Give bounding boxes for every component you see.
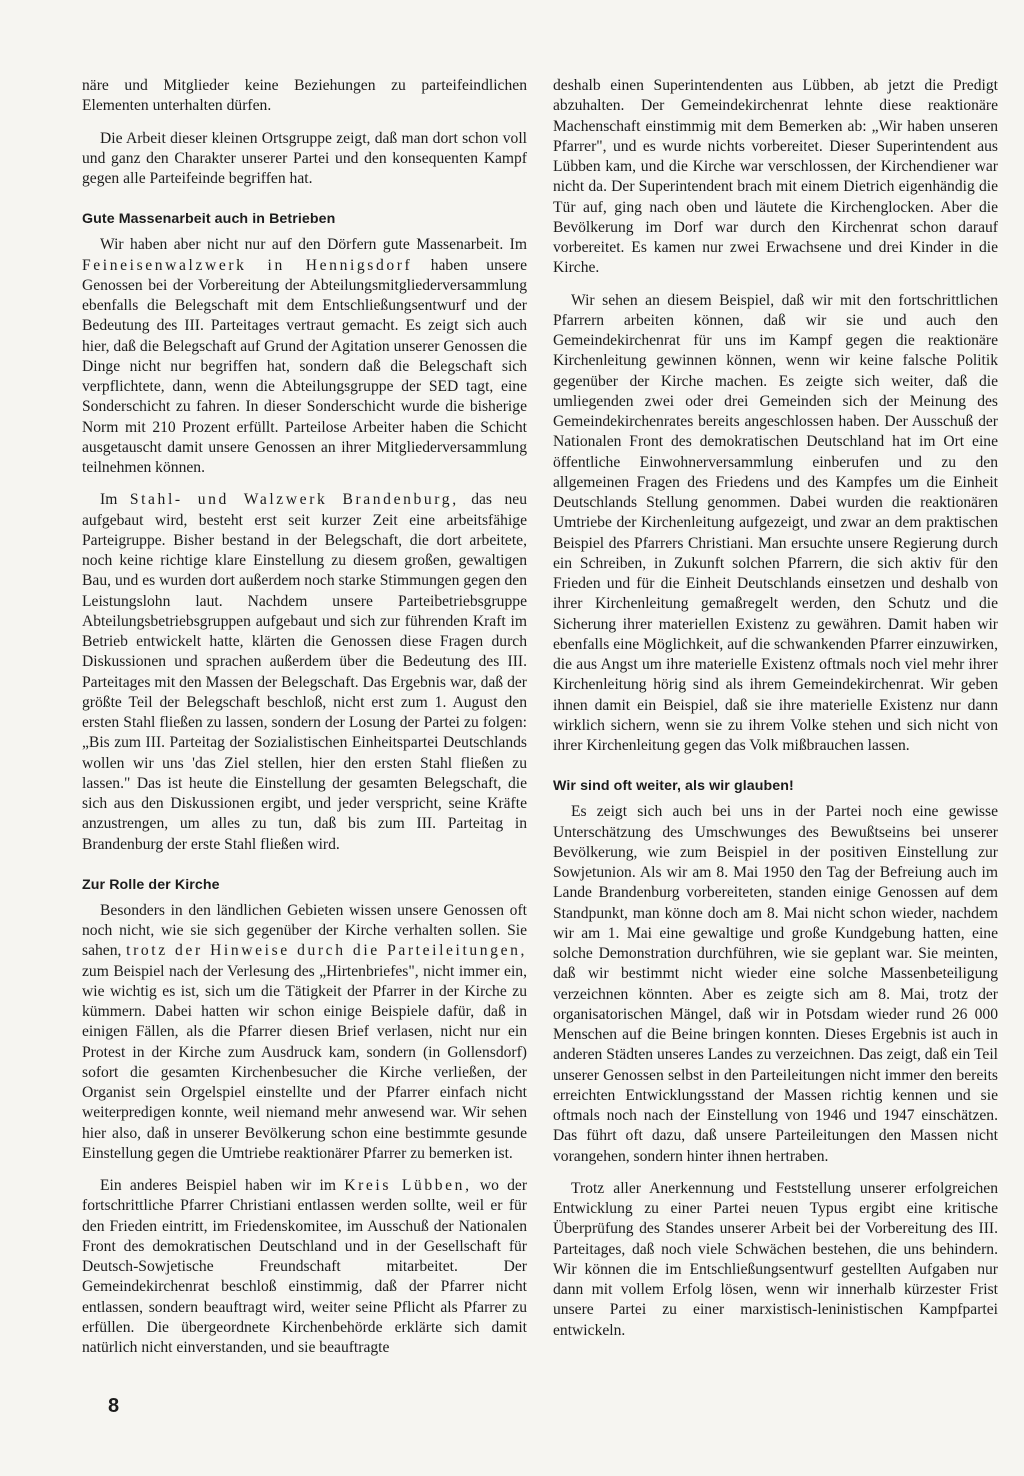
paragraph: Die Arbeit dieser kleinen Ortsgruppe zeigt, daß man dort schon voll und ganz den Charakter unserer Partei und den konsequenten Kampf gegen alle Parteifeinde begriffen hat. xyxy=(82,129,527,187)
right-column xyxy=(553,76,998,1353)
text: Ein anderes Beispiel haben wir im xyxy=(100,1177,336,1194)
left-column xyxy=(82,76,527,1370)
emphasis-text: Feineisenwalzwerk in Hennigsdorf xyxy=(82,256,413,274)
paragraph: näre und Mitglieder keine Beziehungen zu parteifeindlichen Elementen unterhalten dürfen. xyxy=(82,77,527,115)
section-heading-kirche: Zur Rolle der Kirche xyxy=(82,876,220,893)
text: zum Beispiel nach der Verlesung des „Hirtenbriefes", nicht immer ein, wie wichtig es ist, sich um die Tätigkeit der Pfarrer in der Kirche zu kümmern. Dabei hatten wir schon einige Beispiele dafür, daß in einigen Fällen, als die Pfarrer diesen Brief verlasen, nicht nur ein Protest in der Kirche zum Ausdruck kam, sondern (in Gollensdorf) sofort die gesamten Kirchenbesucher die Kirche verließen, der Organist sein Orgelspiel einstellte und der Pfarrer einfach nicht weiterpredigen konnte, weil niemand mehr anwesend war. Wir sehen hier also, daß in unserer Bevölkerung schon eine bestimmte gesunde Einstellung gegen die Umtriebe reaktionärer Pfarrer zu bemerken ist. xyxy=(82,962,527,1162)
text: wo der fortschrittliche Pfarrer Christiani entlassen werden sollte, weil er für den Frieden eintritt, im Friedenskomitee, im Ausschuß der Nationalen Front des demokratischen Deutschland und in der Gesellschaft für Deutsch-Sowjetische Freundschaft mitarbeitet. Der Gemeindekirchenrat beschloß einstimmig, daß der Pfarrer nicht entlassen, sondern beauftragt wird, weiter seine Pflicht als Pfarrer zu erfüllen. Die übergeordnete Kirchenbehörde erklärte sich damit natürlich nicht einverstanden, und sie beauftragte xyxy=(82,1177,528,1356)
text: Im xyxy=(100,491,118,509)
paragraph: Wir sehen an diesem Beispiel, daß wir mit den fortschrittlichen Pfarrern arbeiten können, daß wir sie und auch den Gemeindekirchenrat für uns im Kampf gegen die reaktionäre Kirchenleitung gewinnen können, wenn wir keine falsche Politik gegenüber der Kirche machen. Es zeigte sich weiter, daß die umliegenden zwei oder drei Gemeinden sich der Meinung des Gemeindekirchenrates bereits angeschlossen haben. Der Ausschuß der Nationalen Front des demokratischen Deutschland hat im Ort eine öffentliche Einwohnerversammlung einberufen und zu den allgemeinen Fragen des Friedens und des Kampfes um die Einheit Deutschlands Stellung genommen. Dabei wurden die reaktionären Umtriebe der Kirchenleitung aufgezeigt, und zwar an dem praktischen Beispiel des Pfarrers Christiani. Man ersuchte unsere Regierung durch ein Schreiben, in Zukunft solchen Pfarrern, die sich aktiv für den Frieden und für die Einheit Deutschlands einsetzen und deshalb von ihrer Kirchenleitung gemaßregelt werden, den Schutz und die Sicherung ihrer materiellen Existenz zu gewähren. Damit haben wir ebenfalls eine Möglichkeit, auf die schwankenden Pfarrer einzuwirken, die aus Angst um ihre materielle Existenz oftmals noch viel mehr ihrer Kirchenleitung hörig sind als ihrem Gemeindekirchenrat. Wir geben ihnen damit ein Beispiel, daß sie ihre materielle Existenz nur dann wirklich sichern, wenn sie zu ihrem Volke stehen und sich nicht von ihrer Kirchenleitung gegen das Volk mißbrauchen lassen. xyxy=(553,291,998,754)
emphasis-text: Kreis Lübben, xyxy=(344,1177,472,1194)
paragraph xyxy=(82,1176,527,1358)
section-heading-massenarbeit: Gute Massenarbeit auch in Betrieben xyxy=(82,211,336,228)
paragraph: deshalb einen Superintendenten aus Lübben, ab jetzt die Predigt abzuhalten. Der Gemeindekirchenrat lehnte diese reaktionäre Machenschaft einstimmig mit dem Bemerken ab: „Wir haben unseren Pfarrer", und es wurde nichts vorbereitet. Dieser Superintendent aus Lübben kam, und die Kirche war verschlossen, der Kirchendiener war nicht da. Der Superintendent brach mit einem Dietrich eigenhändig die Tür auf, ging nach oben und läutete die Kirchenglocken. Aber die Bevölkerung im Dorf war durch den Kirchenrat schon darauf vorbereitet. Es kamen nur zwei Erwachsene und drei Kinder in die Kirche. xyxy=(553,77,998,277)
emphasis-text: Stahl- und Walzwerk Brandenburg, xyxy=(129,491,459,509)
paragraph xyxy=(82,901,527,1164)
paragraph xyxy=(82,235,527,478)
paragraph: Es zeigt sich auch bei uns in der Partei noch eine gewisse Unterschätzung des Umschwunges des Bewußtseins bei unserer Bevölkerung, wie zum Beispiel in der positiven Einstellung zur Sowjetunion. Als wir am 8. Mai 1950 den Tag der Befreiung auch im Lande Brandenburg vorbereiteten, standen einige Genossen auf dem Standpunkt, man könne doch am 8. Mai nicht schon wieder, nachdem wir am 1. Mai eine gewaltige und große Kundgebung hatten, eine solche Demonstration durchführen, wie sie geplant war. Sie meinten, daß wir bestimmt nicht wieder eine solche Massenbeteiligung verzeichnen könnten. Aber es zeigte sich am 8. Mai, trotz der organisatorischen Mängel, daß wir in Potsdam wieder rund 26 000 Menschen auf die Beine bringen konnten. Dieses Ergebnis ist auch in anderen Städten unseres Landes zu verzeichnen. Das zeigt, daß ein Teil unserer Genossen selbst in den Parteileitungen nicht immer den bereits erreichten Entwicklungsstand der Massen richtig kennen und sie oftmals noch nach der Einstellung von 1946 und 1947 einschätzen. Das führt oft dazu, daß unsere Parteileitungen den Massen nicht vorangehen, sondern hinter ihnen hertraben. xyxy=(553,803,998,1165)
paragraph xyxy=(82,490,527,855)
paragraph: Trotz aller Anerkennung und Feststellung unserer erfolgreichen Entwicklung zu einer Partei neuen Typus ergibt eine kritische Überprüfung des Standes unserer Arbeit bei der Vorbereitung des III. Parteitages, daß noch viele Schwächen bestehen, die uns behindern. Wir können die im Entschließungsentwurf gestellten Aufgaben nur dann mit vollem Erfolg lösen, wenn wir innerhalb kürzester Frist unsere Partei zu einer marxistisch-leninistischen Kampfpartei entwickeln. xyxy=(553,1179,998,1339)
text: haben unsere Genossen bei der Vorbereitung der Abteilungsmitgliederversammlung ebenfalls die Belegschaft mit dem Entschließungsentwurf und der Bedeutung des III. Parteitages vertraut gemacht. Es zeigt sich auch hier, daß die Belegschaft auf Grund der Agitation unserer Genossen die Dinge nicht nur begriffen hat, sondern daß die Belegschaft sich verpflichtete, dann, wenn die Abteilungsgruppe der SED tagt, eine Sonderschicht zu fahren. In dieser Sonderschicht wurde die bisherige Norm mit 210 Prozent erfüllt. Parteilose Arbeiter haben die Schicht ausgetauscht damit unsere Genossen an ihrer Mitgliederversammlung teilnehmen können. xyxy=(82,256,527,476)
page-number: 8 xyxy=(108,1395,120,1417)
emphasis-text: trotz der Hinweise durch die Parteileitungen, xyxy=(126,942,527,960)
text: Besonders in den ländlichen Gebieten wissen unsere Genossen oft noch nicht, wie sie sich gegenüber der Kirche verhalten sollen. Sie sahen, xyxy=(82,901,527,960)
text: das neu aufgebaut wird, besteht erst seit kurzer Zeit eine arbeitsfähige Parteigruppe. Bisher bestand in der Belegschaft, die dort arbeitete, noch keine richtige klare Einstellung zu diesem großen, gewaltigen Bau, und es wurden dort außerdem noch starke Stimmungen gegen den Leistungslohn laut. Nachdem unsere Parteibetriebsgruppe Abteilungsbetriebsgruppen aufgebaut und sich zur führenden Kraft im Betrieb entwickelt hatte, klärten die Genossen diese Fragen durch Diskussionen und sprachen außerdem über die Bedeutung des III. Parteitages mit den Massen der Belegschaft. Das Ergebnis war, daß der größte Teil der Belegschaft beschloß, nicht erst zum 1. August den ersten Stahl fließen zu lassen, sondern der Losung der Partei zu folgen: „Bis zum III. Parteitag der Sozialistischen Einheitspartei Deutschlands wollen wir uns 'das Ziel stellen, hier den ersten Stahl fließen zu lassen." Das ist heute die Einstellung der gesamten Belegschaft, die sich aus den Diskussionen ergibt, und jeder verspricht, seine Kräfte anzustrengen, um alles zu tun, daß bis zum III. Parteitag in Brandenburg der erste Stahl fließen wird. xyxy=(82,491,527,853)
section-heading-weiter: Wir sind oft weiter, als wir glauben! xyxy=(553,778,794,795)
text: Wir haben aber nicht nur auf den Dörfern gute Massenarbeit. Im xyxy=(100,236,527,254)
